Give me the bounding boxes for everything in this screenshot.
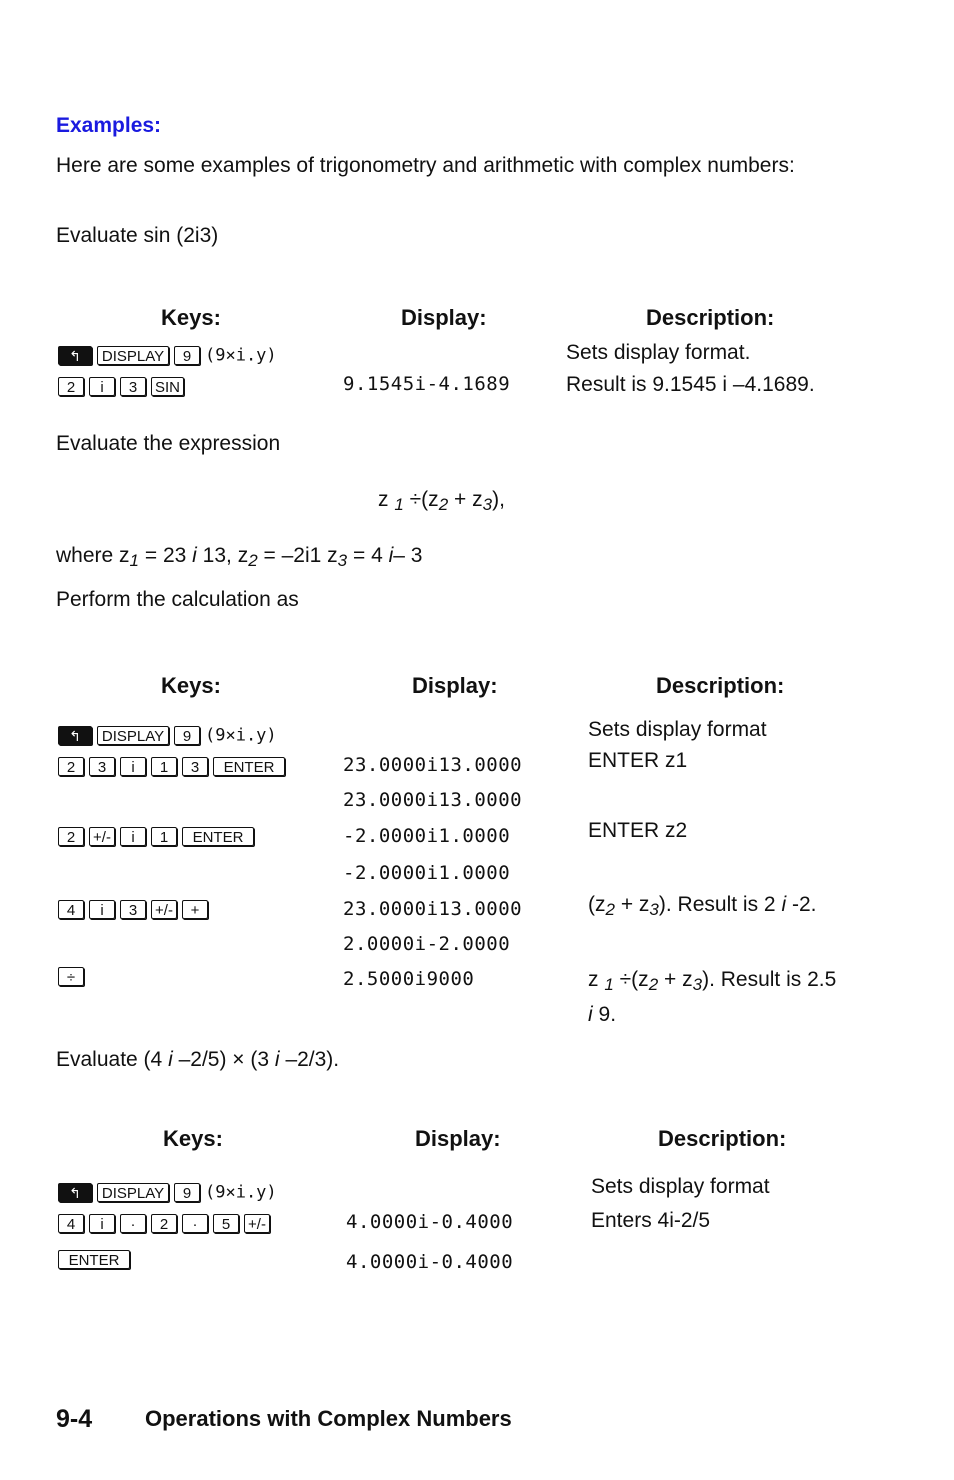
- display-key: DISPLAY: [97, 346, 169, 365]
- shift-left-key: ↰: [58, 346, 92, 365]
- key-4: 4: [58, 1214, 84, 1233]
- calculator-display: 4.0000i-0.4000: [346, 1251, 514, 1273]
- display-key: DISPLAY: [97, 1183, 169, 1202]
- key-sequence: [58, 1247, 135, 1271]
- description-text: ENTER z2: [588, 819, 688, 842]
- page-number: 9-4: [56, 1405, 93, 1433]
- description-text: Enters 4i-2/5: [591, 1209, 711, 1232]
- key-3: 3: [89, 757, 115, 776]
- key-sequence: [58, 343, 277, 367]
- description-text: Result is 9.1545 i –4.1689.: [566, 373, 815, 396]
- key-sequence: [58, 1211, 275, 1235]
- intro-text: Here are some examples of trigonometry and arithmetic with complex numbers:: [56, 154, 795, 177]
- key-1: 1: [151, 757, 177, 776]
- enter-key: ENTER: [58, 1250, 130, 1269]
- shift-left-key: ↰: [58, 1183, 92, 1202]
- display-key: DISPLAY: [97, 726, 169, 745]
- key-2: 2: [58, 377, 84, 396]
- description-text: ENTER z1: [588, 749, 688, 772]
- keys-header: Keys:: [161, 673, 221, 698]
- key-4: 4: [58, 900, 84, 919]
- calculator-display: 2.0000i-2.0000: [343, 933, 511, 955]
- calculator-display: -2.0000i1.0000: [343, 825, 511, 847]
- enter-key: ENTER: [213, 757, 285, 776]
- description-header: Description:: [658, 1126, 787, 1151]
- key-3: 3: [182, 757, 208, 776]
- key-sequence: [58, 723, 277, 747]
- key-sequence: [58, 754, 290, 778]
- calculator-display: -2.0000i1.0000: [343, 862, 511, 884]
- display-header: Display:: [412, 673, 498, 698]
- i-key: i: [89, 1214, 115, 1233]
- change-sign-key: +/-: [244, 1214, 270, 1233]
- calculator-display: 2.5000i9000: [343, 968, 475, 990]
- perform-text: Perform the calculation as: [56, 588, 299, 611]
- decimal-key: ·: [182, 1214, 208, 1233]
- change-sign-key: +/-: [151, 900, 177, 919]
- sin-key: SIN: [151, 377, 184, 396]
- keys-header: Keys:: [161, 305, 221, 330]
- display-header: Display:: [401, 305, 487, 330]
- key-2: 2: [151, 1214, 177, 1233]
- key-sequence: [58, 964, 89, 988]
- description-header: Description:: [646, 305, 775, 330]
- key-sequence: [58, 1180, 277, 1204]
- keys-header: Keys:: [163, 1126, 223, 1151]
- example3-title: Evaluate (4 i –2/5) × (3 i –2/3).: [56, 1048, 340, 1071]
- key-3: 3: [120, 377, 146, 396]
- mode-indicator: (9×i.y): [205, 1182, 277, 1203]
- key-2: 2: [58, 757, 84, 776]
- where-clause: where z1 = 23 i 13, z2 = –2i1 z3 = 4 i– 3: [56, 544, 423, 570]
- enter-key: ENTER: [182, 827, 254, 846]
- key-sequence: [58, 897, 213, 921]
- calculator-display: 23.0000i13.0000: [343, 754, 523, 776]
- mode-indicator: (9×i.y): [205, 725, 277, 746]
- key-9: 9: [174, 346, 200, 365]
- chapter-title: Operations with Complex Numbers: [145, 1406, 512, 1431]
- description-text: z 1 ÷(z2 + z3). Result is 2.5 i 9.: [588, 968, 837, 1026]
- i-key: i: [120, 757, 146, 776]
- example2-title: Evaluate the expression: [56, 432, 281, 455]
- calculator-display: 9.1545i-4.1689: [343, 373, 511, 395]
- decimal-key: ·: [120, 1214, 146, 1233]
- change-sign-key: +/-: [89, 827, 115, 846]
- calculator-display: 4.0000i-0.4000: [346, 1211, 514, 1233]
- mode-indicator: (9×i.y): [205, 345, 277, 366]
- description-text: Sets display format.: [566, 341, 751, 364]
- calculator-display: 23.0000i13.0000: [343, 898, 523, 920]
- key-9: 9: [174, 726, 200, 745]
- description-text: Sets display format: [588, 718, 767, 741]
- section-heading: Examples:: [56, 114, 162, 137]
- key-sequence: [58, 374, 189, 398]
- calculator-display: 23.0000i13.0000: [343, 789, 523, 811]
- plus-key: +: [182, 900, 208, 919]
- display-header: Display:: [415, 1126, 501, 1151]
- example1-title: Evaluate sin (2i3): [56, 224, 219, 247]
- key-3: 3: [120, 900, 146, 919]
- expression: z 1 ÷(z2 + z3),: [378, 488, 505, 514]
- i-key: i: [120, 827, 146, 846]
- shift-left-key: ↰: [58, 726, 92, 745]
- i-key: i: [89, 377, 115, 396]
- i-key: i: [89, 900, 115, 919]
- key-1: 1: [151, 827, 177, 846]
- divide-key: ÷: [58, 967, 84, 986]
- key-9: 9: [174, 1183, 200, 1202]
- description-header: Description:: [656, 673, 785, 698]
- key-sequence: [58, 824, 259, 848]
- key-2: 2: [58, 827, 84, 846]
- description-text: Sets display format: [591, 1175, 770, 1198]
- key-5: 5: [213, 1214, 239, 1233]
- description-text: (z2 + z3). Result is 2 i -2.: [588, 893, 817, 919]
